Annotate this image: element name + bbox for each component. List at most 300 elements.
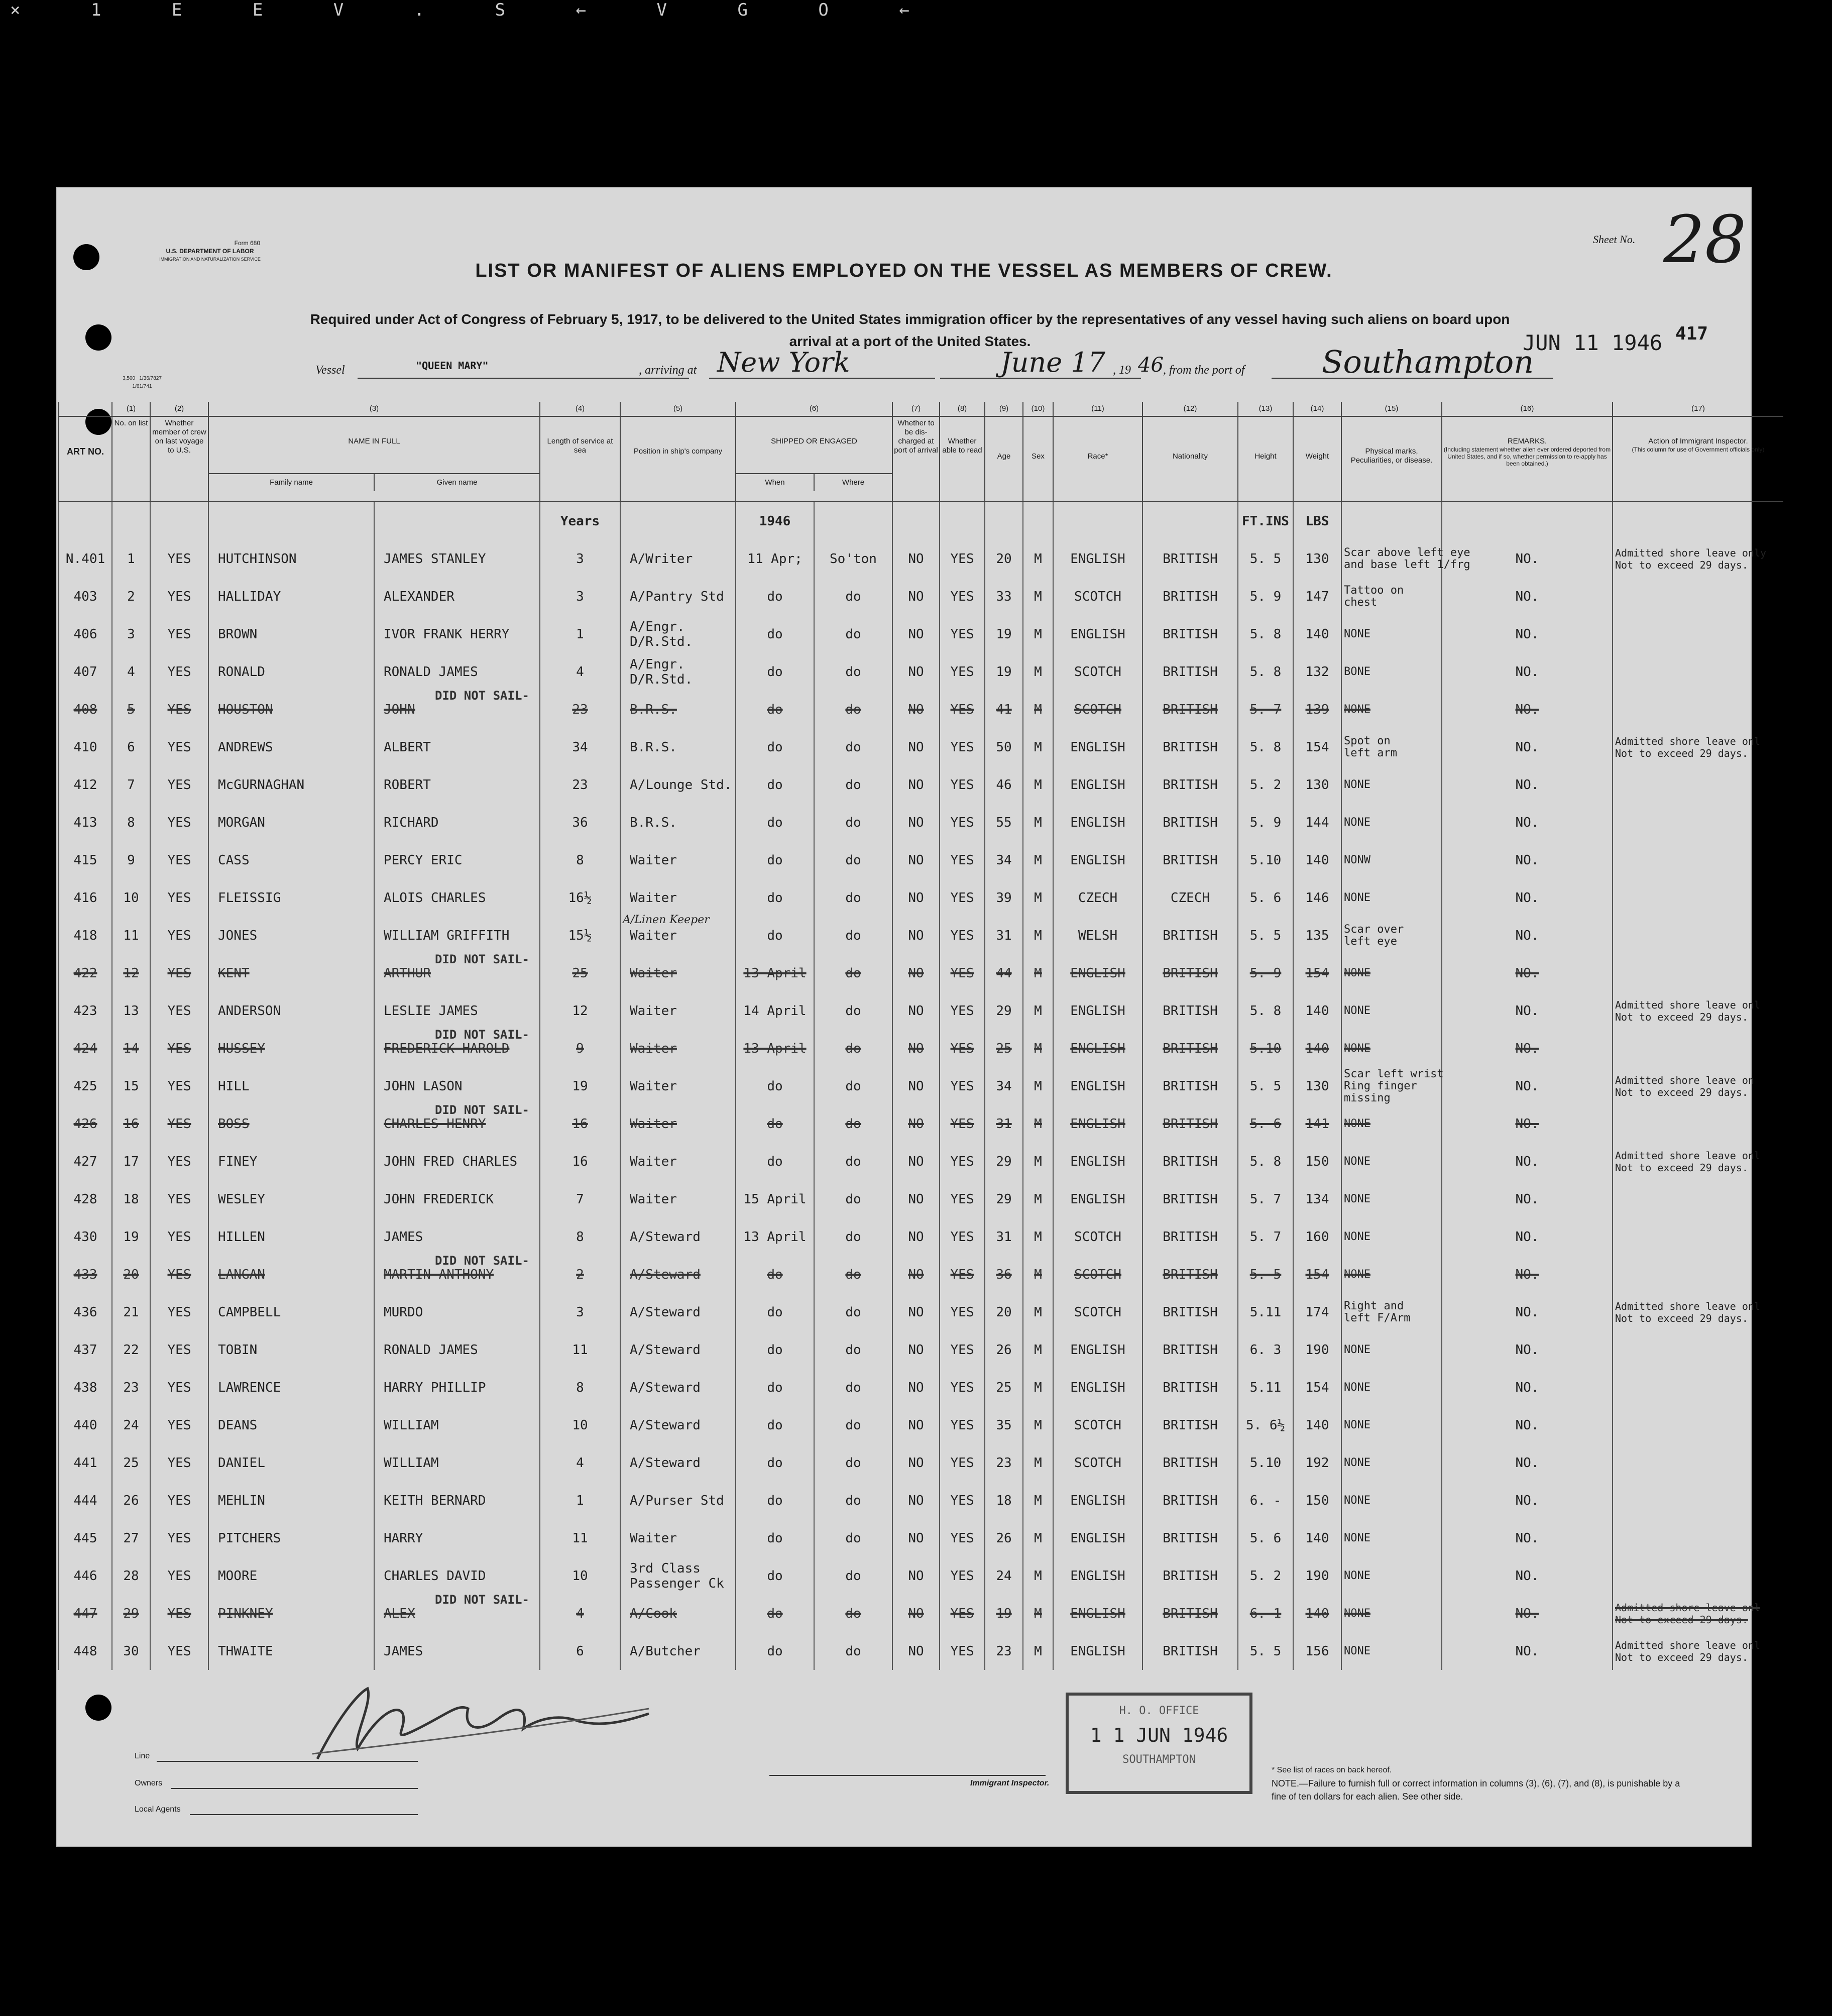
cell-position: A/Writer	[620, 540, 736, 578]
cell-weight: 135	[1293, 917, 1341, 954]
cell-art-no: 444	[59, 1482, 112, 1519]
cell-remarks: NO.	[1442, 1632, 1613, 1670]
crew-row	[59, 578, 1783, 615]
cell-height: 5. 9	[1238, 804, 1293, 841]
cell-member: YES	[150, 1293, 208, 1331]
cell-length-service: 7	[540, 1180, 620, 1218]
cell-nationality: BRITISH	[1142, 1180, 1238, 1218]
cell-weight: 132	[1293, 653, 1341, 691]
cell-height: 5. 9	[1238, 954, 1293, 992]
cell-art-no: 448	[59, 1632, 112, 1670]
cell-where: do	[814, 1331, 892, 1369]
cell-when: do	[736, 1482, 814, 1519]
cell-sex: M	[1023, 578, 1053, 615]
cell-position: B.R.S.	[620, 804, 736, 841]
col-num-10: (10)	[1023, 402, 1053, 416]
cell-race: ENGLISH	[1053, 954, 1142, 992]
cell-remarks: NO.	[1442, 917, 1613, 954]
cell-able-to-read: YES	[940, 728, 985, 766]
cell-position: A/Steward	[620, 1331, 736, 1369]
cell-height: 5. 5	[1238, 1256, 1293, 1293]
cell-age: 26	[985, 1519, 1023, 1557]
sheet-number: 28	[1663, 201, 1747, 278]
cell-age: 34	[985, 841, 1023, 879]
cell-given-name: JOHN FRED CHARLES	[374, 1143, 540, 1180]
cell-discharged: NO	[892, 615, 940, 653]
col-num-6: (6)	[736, 402, 892, 416]
cell-height: 5. 7	[1238, 1180, 1293, 1218]
year-prefix: , 19	[1113, 364, 1131, 377]
cell-physical-marks: NONE	[1341, 1632, 1442, 1670]
cell-family-name: KENT	[208, 954, 374, 992]
crew-row	[59, 1595, 1783, 1632]
owners-label: Owners	[135, 1779, 163, 1787]
cell-when: do	[736, 1406, 814, 1444]
cell-discharged: NO	[892, 1632, 940, 1670]
cell-nationality: BRITISH	[1142, 1293, 1238, 1331]
cell-race: ENGLISH	[1053, 1180, 1142, 1218]
cell-given-name: WILLIAM GRIFFITH	[374, 917, 540, 954]
cell-weight: 140	[1293, 1406, 1341, 1444]
cell-position: B.R.S.	[620, 691, 736, 728]
cell-action: Admitted shore leave onl Not to exceed 29 days.	[1613, 1293, 1783, 1331]
cell-when: 13 April	[736, 1030, 814, 1067]
cell-where: do	[814, 1256, 892, 1293]
cell-given-name: RONALD JAMES	[374, 653, 540, 691]
cell-action	[1613, 1444, 1783, 1482]
cell-member: YES	[150, 1218, 208, 1256]
footer-notes	[1272, 1764, 1683, 1803]
cell-given-name	[374, 691, 540, 728]
cell-weight: 140	[1293, 1030, 1341, 1067]
crew-row	[59, 615, 1783, 653]
cell-where: do	[814, 879, 892, 917]
cell-physical-marks: NONE	[1341, 1218, 1442, 1256]
cell-family-name: ANDERSON	[208, 992, 374, 1030]
cell-discharged: NO	[892, 1557, 940, 1595]
cell-weight: 154	[1293, 1256, 1341, 1293]
header-able-to-read: Whether able to read	[940, 416, 985, 502]
cell-member: YES	[150, 540, 208, 578]
cell-sex: M	[1023, 917, 1053, 954]
cell-height: 5. 8	[1238, 615, 1293, 653]
col-num-16: (16)	[1442, 402, 1613, 416]
cell-sex: M	[1023, 954, 1053, 992]
cell-where: do	[814, 1218, 892, 1256]
cell-art-no: 407	[59, 653, 112, 691]
cell-position: Waiter	[620, 1105, 736, 1143]
cell-remarks: NO.	[1442, 653, 1613, 691]
cell-member: YES	[150, 1406, 208, 1444]
cell-length-service: 4	[540, 653, 620, 691]
cell-length-service: 19	[540, 1067, 620, 1105]
header-position: Position in ship's company	[620, 416, 736, 502]
header-nationality: Nationality	[1142, 416, 1238, 502]
cell-able-to-read: YES	[940, 540, 985, 578]
department-label: U.S. DEPARTMENT OF LABOR	[166, 248, 254, 255]
col-num-13: (13)	[1238, 402, 1293, 416]
cell-family-name: FLEISSIG	[208, 879, 374, 917]
cell-length-service: 9	[540, 1030, 620, 1067]
cell-nationality: BRITISH	[1142, 1519, 1238, 1557]
cell-sex: M	[1023, 766, 1053, 804]
cell-family-name: HILLEN	[208, 1218, 374, 1256]
cell-when: do	[736, 1067, 814, 1105]
cell-nationality: BRITISH	[1142, 1595, 1238, 1632]
cell-weight: 130	[1293, 540, 1341, 578]
header-discharged: Whether to be dis-charged at port of arrival	[892, 416, 940, 502]
header-whether-member: Whether member of crew on last voyage to U.S.	[150, 416, 208, 502]
col-num-17: (17)	[1613, 402, 1783, 416]
cell-list-no: 25	[112, 1444, 150, 1482]
cell-age: 24	[985, 1557, 1023, 1595]
cell-length-service: 12	[540, 992, 620, 1030]
cell-discharged: NO	[892, 728, 940, 766]
cell-family-name: HUTCHINSON	[208, 540, 374, 578]
crew-row	[59, 917, 1783, 954]
cell-length-service: 16½	[540, 879, 620, 917]
cell-list-no: 18	[112, 1180, 150, 1218]
from-port: Southampton	[1322, 344, 1534, 380]
cell-member: YES	[150, 1331, 208, 1369]
cell-length-service: 4	[540, 1595, 620, 1632]
header-art-no: ART NO.	[59, 416, 112, 502]
cell-art-no: 426	[59, 1105, 112, 1143]
cell-list-no: 26	[112, 1482, 150, 1519]
cell-weight: 134	[1293, 1180, 1341, 1218]
cell-where: do	[814, 804, 892, 841]
cell-action	[1613, 1105, 1783, 1143]
header-remarks-title: REMARKS.	[1507, 437, 1547, 445]
crew-row	[59, 1067, 1783, 1105]
local-agents-label: Local Agents	[135, 1805, 181, 1814]
cell-art-no: 410	[59, 728, 112, 766]
cell-when: do	[736, 879, 814, 917]
cell-height: 5. 7	[1238, 1218, 1293, 1256]
cell-member: YES	[150, 1519, 208, 1557]
cell-when: do	[736, 1293, 814, 1331]
cell-family-name: MORGAN	[208, 804, 374, 841]
cell-nationality: BRITISH	[1142, 841, 1238, 879]
cell-discharged: NO	[892, 1105, 940, 1143]
crew-row	[59, 691, 1783, 728]
cell-member: YES	[150, 766, 208, 804]
cell-list-no: 13	[112, 992, 150, 1030]
cell-given-name-text: CHARLES HENRY	[384, 1116, 486, 1132]
col-num-12: (12)	[1142, 402, 1238, 416]
cell-where: do	[814, 1444, 892, 1482]
cell-weight: 140	[1293, 1595, 1341, 1632]
cell-weight: 190	[1293, 1557, 1341, 1595]
cell-when: 11 Apr;	[736, 540, 814, 578]
cell-member: YES	[150, 917, 208, 954]
cell-family-name: PITCHERS	[208, 1519, 374, 1557]
cell-where: do	[814, 1143, 892, 1180]
cell-list-no: 6	[112, 728, 150, 766]
cell-sex: M	[1023, 804, 1053, 841]
cell-weight: 174	[1293, 1293, 1341, 1331]
cell-discharged: NO	[892, 954, 940, 992]
cell-remarks: NO.	[1442, 1030, 1613, 1067]
cell-art-no: 446	[59, 1557, 112, 1595]
cell-remarks: NO.	[1442, 766, 1613, 804]
cell-family-name: LAWRENCE	[208, 1369, 374, 1406]
cell-position-text: Waiter	[630, 928, 677, 943]
cell-given-name: LESLIE JAMES	[374, 992, 540, 1030]
cell-weight: 154	[1293, 1369, 1341, 1406]
cell-physical-marks: NONE	[1341, 1557, 1442, 1595]
cell-length-service: 8	[540, 1218, 620, 1256]
cell-sex: M	[1023, 1218, 1053, 1256]
cell-able-to-read: YES	[940, 841, 985, 879]
inspector-label: Immigrant Inspector.	[970, 1779, 1050, 1787]
cell-remarks: NO.	[1442, 1595, 1613, 1632]
cell-remarks: NO.	[1442, 1369, 1613, 1406]
cell-remarks: NO.	[1442, 1143, 1613, 1180]
cell-list-no: 3	[112, 615, 150, 653]
cell-position: Waiter	[620, 1143, 736, 1180]
cell-age: 39	[985, 879, 1023, 917]
cell-given-name: RONALD JAMES	[374, 1331, 540, 1369]
cell-where: do	[814, 653, 892, 691]
cell-race: SCOTCH	[1053, 1218, 1142, 1256]
cell-sex: M	[1023, 1030, 1053, 1067]
cell-age: 29	[985, 992, 1023, 1030]
cell-family-name: HOUSTON	[208, 691, 374, 728]
arriving-port: New York	[717, 347, 850, 378]
did-not-sail-note: DID NOT SAIL-	[435, 1028, 529, 1042]
cell-position: A/Engr. D/R.Std.	[620, 615, 736, 653]
cell-sex: M	[1023, 841, 1053, 879]
cell-able-to-read: YES	[940, 1444, 985, 1482]
cell-length-service: 8	[540, 841, 620, 879]
cell-where: do	[814, 954, 892, 992]
cell-height: 5. 5	[1238, 917, 1293, 954]
cell-sex: M	[1023, 1406, 1053, 1444]
cell-position: A/Steward	[620, 1444, 736, 1482]
header-where: Where	[842, 478, 865, 487]
cell-given-name-text: JOHN	[384, 702, 415, 717]
cell-remarks: NO.	[1442, 1218, 1613, 1256]
cell-race: ENGLISH	[1053, 1595, 1142, 1632]
cell-given-name: IVOR FRANK HERRY	[374, 615, 540, 653]
cell-race: SCOTCH	[1053, 1256, 1142, 1293]
cell-member: YES	[150, 1482, 208, 1519]
cell-age: 34	[985, 1067, 1023, 1105]
cell-position: Waiter	[620, 992, 736, 1030]
cell-discharged: NO	[892, 1293, 940, 1331]
cell-art-no: 447	[59, 1595, 112, 1632]
cell-given-name: ALBERT	[374, 728, 540, 766]
cell-race: ENGLISH	[1053, 1105, 1142, 1143]
arriving-label: , arriving at	[639, 364, 697, 377]
cell-member: YES	[150, 1369, 208, 1406]
cell-height: 5. 9	[1238, 578, 1293, 615]
cell-where: do	[814, 1482, 892, 1519]
header-action	[1613, 416, 1783, 502]
cell-action	[1613, 766, 1783, 804]
cell-given-name: JOHN LASON	[374, 1067, 540, 1105]
cell-able-to-read: YES	[940, 879, 985, 917]
cell-given-name: ALEXANDER	[374, 578, 540, 615]
cell-race: SCOTCH	[1053, 578, 1142, 615]
cell-art-no: 412	[59, 766, 112, 804]
cell-discharged: NO	[892, 1482, 940, 1519]
cell-physical-marks: NONE	[1341, 1519, 1442, 1557]
cell-nationality: BRITISH	[1142, 653, 1238, 691]
did-not-sail-note: DID NOT SAIL-	[435, 1103, 529, 1117]
cell-action	[1613, 1030, 1783, 1067]
cell-weight: 139	[1293, 691, 1341, 728]
cell-when: do	[736, 1143, 814, 1180]
service-label: IMMIGRATION AND NATURALIZATION SERVICE	[159, 257, 261, 262]
cell-physical-marks: NONE	[1341, 1595, 1442, 1632]
cell-family-name: BOSS	[208, 1105, 374, 1143]
cell-length-service: 15½	[540, 917, 620, 954]
cell-given-name	[374, 1595, 540, 1632]
crew-row	[59, 1557, 1783, 1595]
cell-remarks: NO.	[1442, 691, 1613, 728]
cell-discharged: NO	[892, 804, 940, 841]
cell-race: ENGLISH	[1053, 1331, 1142, 1369]
unit-height: FT.INS	[1238, 502, 1293, 540]
cell-weight: 144	[1293, 804, 1341, 841]
cell-age: 26	[985, 1331, 1023, 1369]
cell-member: YES	[150, 578, 208, 615]
cell-physical-marks: NONE	[1341, 1256, 1442, 1293]
cell-weight: 160	[1293, 1218, 1341, 1256]
cell-able-to-read: YES	[940, 1595, 985, 1632]
cell-race: ENGLISH	[1053, 1557, 1142, 1595]
header-height: Height	[1238, 416, 1293, 502]
page-subtitle: Required under Act of Congress of February 5, 1917, to be delivered to the United States immigration officer by the representatives of any vessel having such aliens on board upon arrival at a port of the United States.	[310, 311, 1510, 349]
cell-height: 5. 8	[1238, 992, 1293, 1030]
col-num-9: (9)	[985, 402, 1023, 416]
cell-given-name: WILLIAM	[374, 1444, 540, 1482]
received-date-stamp: JUN 11 1946	[1523, 330, 1663, 355]
cell-age: 31	[985, 917, 1023, 954]
cell-race: SCOTCH	[1053, 1293, 1142, 1331]
header-action-note: (This column for use of Government officials only)	[1632, 446, 1765, 453]
cell-art-no: 418	[59, 917, 112, 954]
cell-action: Admitted shore leave onl Not to exceed 29 days.	[1613, 1595, 1783, 1632]
cell-age: 44	[985, 954, 1023, 992]
cell-where: do	[814, 1557, 892, 1595]
cell-list-no: 21	[112, 1293, 150, 1331]
cell-able-to-read: YES	[940, 691, 985, 728]
cell-physical-marks: Scar over left eye	[1341, 917, 1442, 954]
cell-position: A/Cook	[620, 1595, 736, 1632]
cell-age: 31	[985, 1105, 1023, 1143]
cell-weight: 150	[1293, 1143, 1341, 1180]
cell-member: YES	[150, 691, 208, 728]
cell-age: 41	[985, 691, 1023, 728]
cell-family-name: WESLEY	[208, 1180, 374, 1218]
cell-discharged: NO	[892, 1067, 940, 1105]
cell-age: 35	[985, 1406, 1023, 1444]
cell-discharged: NO	[892, 917, 940, 954]
cell-when: do	[736, 1444, 814, 1482]
cell-list-no: 22	[112, 1331, 150, 1369]
cell-where: do	[814, 728, 892, 766]
cell-where: do	[814, 578, 892, 615]
cell-art-no: 436	[59, 1293, 112, 1331]
crew-row	[59, 1218, 1783, 1256]
cell-able-to-read: YES	[940, 992, 985, 1030]
cell-physical-marks: NONE	[1341, 1105, 1442, 1143]
col-num-5: (5)	[620, 402, 736, 416]
crew-manifest-table	[58, 402, 1783, 1670]
cell-length-service: 16	[540, 1105, 620, 1143]
cell-weight: 156	[1293, 1632, 1341, 1670]
cell-discharged: NO	[892, 1143, 940, 1180]
cell-list-no: 11	[112, 917, 150, 954]
cell-where: do	[814, 1180, 892, 1218]
cell-age: 19	[985, 615, 1023, 653]
cell-nationality: BRITISH	[1142, 1482, 1238, 1519]
cell-length-service: 3	[540, 578, 620, 615]
cell-nationality: BRITISH	[1142, 1369, 1238, 1406]
crew-row	[59, 1444, 1783, 1482]
cell-age: 19	[985, 653, 1023, 691]
cell-where: do	[814, 1369, 892, 1406]
units-row	[59, 502, 1783, 540]
crew-row	[59, 540, 1783, 578]
cell-physical-marks: NONE	[1341, 1180, 1442, 1218]
cell-where: do	[814, 917, 892, 954]
cell-member: YES	[150, 992, 208, 1030]
cell-position: Waiter	[620, 1519, 736, 1557]
crew-row	[59, 1519, 1783, 1557]
cell-length-service: 10	[540, 1406, 620, 1444]
cell-physical-marks: NONE	[1341, 1406, 1442, 1444]
cell-member: YES	[150, 1030, 208, 1067]
cell-remarks: NO.	[1442, 728, 1613, 766]
cell-discharged: NO	[892, 578, 940, 615]
cell-sex: M	[1023, 728, 1053, 766]
crew-row	[59, 1256, 1783, 1293]
header-given-name: Given name	[436, 478, 478, 487]
cell-art-no: 422	[59, 954, 112, 992]
cell-sex: M	[1023, 540, 1053, 578]
cell-member: YES	[150, 1557, 208, 1595]
cell-family-name: DANIEL	[208, 1444, 374, 1482]
cell-sex: M	[1023, 1293, 1053, 1331]
cell-physical-marks: NONE	[1341, 804, 1442, 841]
cell-sex: M	[1023, 1557, 1053, 1595]
cell-member: YES	[150, 1180, 208, 1218]
crew-row	[59, 653, 1783, 691]
cell-action	[1613, 1218, 1783, 1256]
cell-member: YES	[150, 1067, 208, 1105]
cell-remarks: NO.	[1442, 804, 1613, 841]
cell-family-name: DEANS	[208, 1406, 374, 1444]
cell-where: So'ton	[814, 540, 892, 578]
cell-sex: M	[1023, 1595, 1053, 1632]
unit-year-shipped: 1946	[736, 502, 814, 540]
cell-member: YES	[150, 615, 208, 653]
cell-weight: 154	[1293, 954, 1341, 992]
sheet-no-label: Sheet No.	[1593, 233, 1636, 246]
cell-race: ENGLISH	[1053, 1369, 1142, 1406]
cell-able-to-read: YES	[940, 1143, 985, 1180]
cell-where: do	[814, 1067, 892, 1105]
cell-when: do	[736, 615, 814, 653]
cell-action	[1613, 1482, 1783, 1519]
cell-discharged: NO	[892, 766, 940, 804]
cell-nationality: BRITISH	[1142, 917, 1238, 954]
cell-sex: M	[1023, 691, 1053, 728]
